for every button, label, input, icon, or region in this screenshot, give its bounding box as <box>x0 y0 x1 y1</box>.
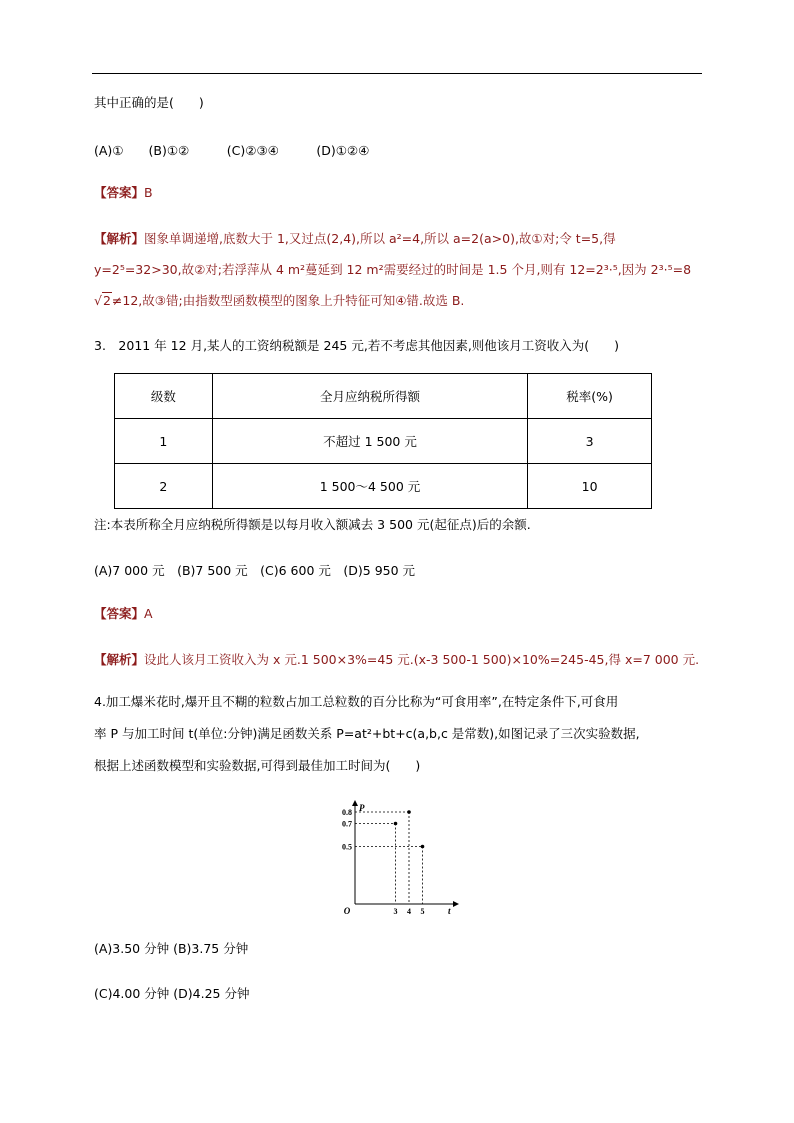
q3-analysis <box>94 652 699 668</box>
analysis-label: 【解析】 <box>94 231 145 246</box>
analysis-label: 【解析】 <box>94 652 145 667</box>
q3-answer <box>94 606 153 622</box>
answer-value: B <box>144 185 153 200</box>
tax-table <box>114 373 652 509</box>
q2-analysis-line3 <box>94 292 464 309</box>
table-cell: 3 <box>528 419 652 464</box>
q2-stem-end: 其中正确的是( ) <box>94 95 204 110</box>
y-tick-label: 0.7 <box>342 819 352 829</box>
q3-stem: 3. 2011 年 12 月,某人的工资纳税额是 245 元,若不考虑其他因素,则他该月工资收入为( ) <box>94 338 620 353</box>
x-axis-label: t <box>448 906 451 916</box>
table-cell: 1 500～4 500 元 <box>212 464 527 509</box>
dashed-guides <box>355 812 423 904</box>
table-row <box>115 464 652 509</box>
table-cell: 不超过 1 500 元 <box>212 419 527 464</box>
analysis-text: ≠12,故③错;由指数型函数模型的图象上升特征可知④错.故选 B. <box>111 293 465 308</box>
q2-options: (A)① (B)①② (C)②③④ (D)①②④ <box>94 143 370 158</box>
table-cell: 10 <box>528 464 652 509</box>
x-tick-label: 4 <box>407 907 411 916</box>
sqrt-symbol: √2 <box>94 293 111 308</box>
q2-answer <box>94 185 153 201</box>
answer-value: A <box>144 606 153 621</box>
table-header-cell: 级数 <box>115 374 213 419</box>
table-header-row <box>115 374 652 419</box>
y-tick-label: 0.8 <box>342 808 352 817</box>
q3-note: 注:本表所称全月应纳税所得额是以每月收入额减去 3 500 元(起征点)后的余额. <box>94 517 531 532</box>
origin-label: O <box>343 906 351 916</box>
axis-labels <box>342 803 451 916</box>
x-tick-label: 5 <box>420 907 425 916</box>
data-point <box>421 845 425 849</box>
analysis-text: 图象单调递增,底数大于 1,又过点(2,4),所以 a²=4,所以 a=2(a>0),故①对;令 t=5,得 <box>144 231 616 246</box>
q4-stem-line1: 4.加工爆米花时,爆开且不糊的粒数占加工总粒数的百分比称为“可食用率”,在特定条件下,可食用 <box>94 694 619 709</box>
table-row <box>115 419 652 464</box>
q4-stem-line2: 率 P 与加工时间 t(单位:分钟)满足函数关系 P=at²+bt+c(a,b,c 是常数),如图记录了三次实验数据, <box>94 726 640 741</box>
answer-label: 【答案】 <box>94 185 145 200</box>
q4-options-line1: (A)3.50 分钟 (B)3.75 分钟 <box>94 941 249 956</box>
analysis-text: 设此人该月工资收入为 x 元.1 500×3%=45 元.(x-3 500-1 500)×10%=245-45,得 x=7 000 元. <box>144 652 700 667</box>
data-point <box>407 810 411 814</box>
q3-options: (A)7 000 元 (B)7 500 元 (C)6 600 元 (D)5 950 元 <box>94 563 416 578</box>
q2-analysis-line2: y=2⁵=32>30,故②对;若浮萍从 4 m²蔓延到 12 m²需要经过的时间是 1.5 个月,则有 12=2³·⁵,因为 2³·⁵=8 <box>94 262 692 277</box>
table-cell: 1 <box>115 419 213 464</box>
y-axis-label: P <box>359 803 365 813</box>
sqrt-radicand: 2 <box>102 293 111 308</box>
table-header-cell: 税率(%) <box>528 374 652 419</box>
x-tick-label: 3 <box>393 907 398 916</box>
y-tick-label: 0.5 <box>342 842 352 852</box>
table-cell: 2 <box>115 464 213 509</box>
p-t-chart <box>334 800 464 920</box>
table-header-cell: 全月应纳税所得额 <box>212 374 527 419</box>
q4-stem-line3: 根据上述函数模型和实验数据,可得到最佳加工时间为( ) <box>94 758 421 773</box>
header-rule <box>92 73 702 74</box>
data-point <box>394 822 398 826</box>
answer-label: 【答案】 <box>94 606 145 621</box>
q4-options-line2: (C)4.00 分钟 (D)4.25 分钟 <box>94 986 250 1001</box>
q2-analysis-line1 <box>94 231 616 247</box>
